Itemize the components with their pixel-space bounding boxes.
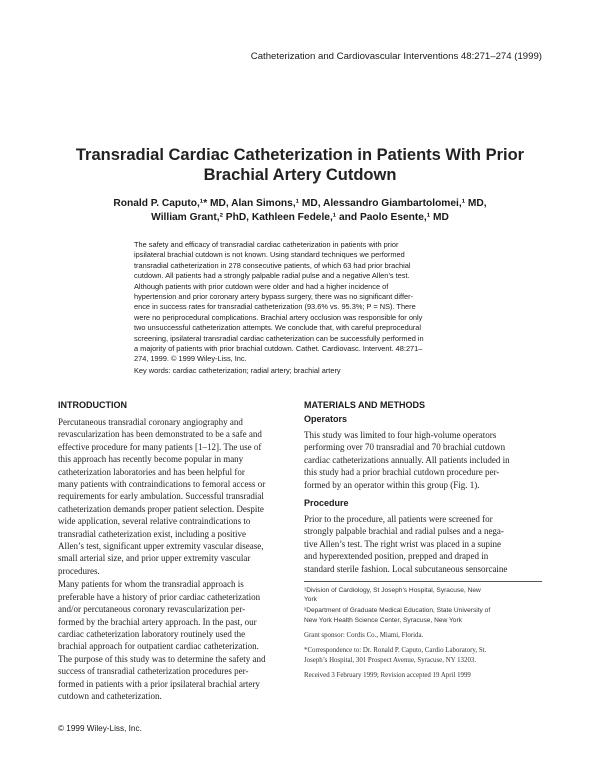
body-line: requirements for early ambulation. Successful transradial	[58, 491, 264, 502]
body-line: wide application, several relative contraindications to	[58, 516, 251, 527]
body-line: strongly palpable brachial and radial pulses and a nega-	[304, 526, 504, 537]
abstract-line: The safety and efficacy of transradial cardiac catheterization in patients with prior	[134, 240, 399, 249]
abstract-line: 274, 1999. © 1999 Wiley-Liss, Inc.	[134, 354, 247, 364]
body-line: formed by an operator within this group (Fig. 1).	[304, 479, 480, 490]
body-line: formed by the brachial artery approach. In the past, our	[58, 616, 257, 627]
body-line: formed in patients with a prior ipsilateral brachial artery	[58, 678, 260, 689]
body-line: cardiac catheterizations annually. All patients included in	[304, 454, 510, 465]
abstract-line: ence in success rates for transradial catheterization (93.6% vs. 95.3%; P = NS). There	[134, 302, 416, 312]
abstract	[134, 240, 466, 365]
footnote-line: ²Department of Graduate Medical Education, State University of	[304, 607, 491, 615]
abstract-line: hypertension and prior coronary artery bypass surgery, there was no significant differ-	[134, 292, 414, 302]
body-line: preferable have a history of prior cardiac catheterization	[58, 591, 261, 602]
introduction-paragraph-2	[58, 578, 296, 702]
abstract-line: screening, ipsilateral transradial cardiac catheterization can be successfully performed in	[134, 333, 424, 343]
body-line: tive Allen’s test. The right wrist was placed in a supine	[304, 538, 502, 549]
body-line: cutdown and catheterization.	[58, 690, 162, 701]
body-line: performing over 70 transradial and 70 brachial cutdown	[304, 442, 506, 453]
affiliation-footnote-1	[304, 586, 542, 604]
footnote-line: Received 3 February 1999; Revision accepted 19 April 1999	[304, 672, 471, 680]
methods-heading: MATERIALS AND METHODS	[304, 400, 425, 410]
footnote-line: York	[304, 596, 317, 604]
abstract-line: were no periprocedural complications. Brachial artery occlusion was responsible for only	[134, 312, 423, 322]
body-line: and hyperextended position, prepped and draped in	[304, 551, 489, 562]
body-line: many patients with contraindications to femoral access or	[58, 479, 266, 490]
operators-paragraph	[304, 429, 542, 491]
body-line: this study had a prior brachial cutdown procedure per-	[304, 467, 500, 478]
body-line: Percutaneous transradial coronary angiography and	[58, 417, 243, 427]
author-line: Ronald P. Caputo,¹* MD, Alan Simons,¹ MD, Alessandro Giambartolomei,¹ MD,	[113, 198, 487, 209]
body-line: Allen’s test, significant upper extremity vascular disease,	[58, 541, 264, 552]
grant-sponsor-note	[304, 631, 542, 640]
left-column	[58, 399, 296, 702]
body-line: This study was limited to four high-volume operators	[304, 430, 497, 440]
copyright-notice: © 1999 Wiley-Liss, Inc.	[58, 724, 142, 733]
body-line: transradial catheterization exist, including a positive	[58, 528, 246, 539]
right-column	[304, 399, 542, 681]
abstract-line: a majority of patients with prior brachial cutdown. Cathet. Cardiovasc. Intervent. 48:271–	[134, 344, 423, 354]
footnote-line: ¹Division of Cardiology, St Joseph’s Hospital, Syracuse, New	[304, 587, 481, 595]
footnote-line: New York Health Science Center, Syracuse, New York	[304, 616, 462, 624]
abstract-line: cutdown. All patients had a strongly palpable radial pulse and a negative Allen’s test.	[134, 271, 410, 281]
body-line: this approach has recently become popular in many	[58, 454, 244, 465]
affiliation-footnote-2	[304, 606, 542, 624]
body-line: small arterial size, and prior upper extremity vascular	[58, 553, 251, 564]
abstract-line: transradial catheterization in 278 consecutive patients, of which 63 had prior brachial	[134, 260, 411, 270]
footnote-line: Grant sponsor: Cordis Co., Miami, Florida.	[304, 631, 424, 639]
body-line: catheterization demands proper patient selection. Despite	[58, 503, 264, 514]
body-line: success of transradial catheterization procedures per-	[58, 666, 249, 677]
keywords: Key words: cardiac catheterization; radial artery; brachial artery	[134, 366, 341, 375]
procedure-subheading: Procedure	[304, 498, 349, 509]
introduction-paragraph-1	[58, 416, 296, 577]
title-line: Transradial Cardiac Catheterization in Patients With Prior	[75, 146, 525, 164]
author-list	[60, 197, 540, 225]
footnote-line: *Correspondence to: Dr. Ronald P. Caputo, Cardio Laboratory, St.	[304, 647, 487, 655]
abstract-line: ipsilateral brachial cutdown is not known. Using standard techniques we performed	[134, 250, 405, 260]
footnote-divider	[304, 581, 542, 582]
author-line: William Grant,² PhD, Kathleen Fedele,¹ and Paolo Esente,¹ MD	[151, 212, 449, 223]
abstract-line: Although patients with prior cutdown were older and had a higher incidence of	[134, 281, 389, 291]
body-line: The purpose of this study was to determine the safety and	[58, 653, 266, 664]
title-line: Brachial Artery Cutdown	[203, 166, 397, 184]
body-line: Many patients for whom the transradial approach is	[58, 579, 244, 590]
correspondence-note	[304, 646, 542, 665]
article-title	[40, 145, 560, 185]
procedure-paragraph	[304, 513, 542, 575]
footnote-line: Joseph’s Hospital, 301 Prospect Avenue, Syracuse, NY 13203.	[304, 656, 477, 664]
body-line: brachial approach for outpatient cardiac catheterization.	[58, 641, 259, 652]
body-line: revascularization has been demonstrated to be a safe and	[58, 429, 262, 440]
body-line: procedures.	[58, 565, 100, 576]
abstract-line: two unsuccessful catheterization attempts. We conclude that, with careful preprocedural	[134, 323, 422, 333]
operators-subheading: Operators	[304, 414, 348, 424]
received-dates-note	[304, 671, 542, 680]
body-line: and/or percutaneous coronary revascularization per-	[58, 604, 246, 615]
body-line: standard sterile fashion. Local subcutaneous sensorcaine	[304, 563, 508, 574]
journal-reference: Catheterization and Cardiovascular Interventions 48:271–274 (1999)	[250, 51, 542, 62]
introduction-heading: INTRODUCTION	[58, 400, 127, 410]
body-line: effective procedure for many patients [1–12]. The use of	[58, 441, 262, 452]
body-line: Prior to the procedure, all patients were screened for	[304, 514, 493, 525]
body-line: catheterization laboratories and has been helpful for	[58, 466, 245, 477]
body-line: cardiac catheterization laboratory routinely used the	[58, 628, 246, 639]
